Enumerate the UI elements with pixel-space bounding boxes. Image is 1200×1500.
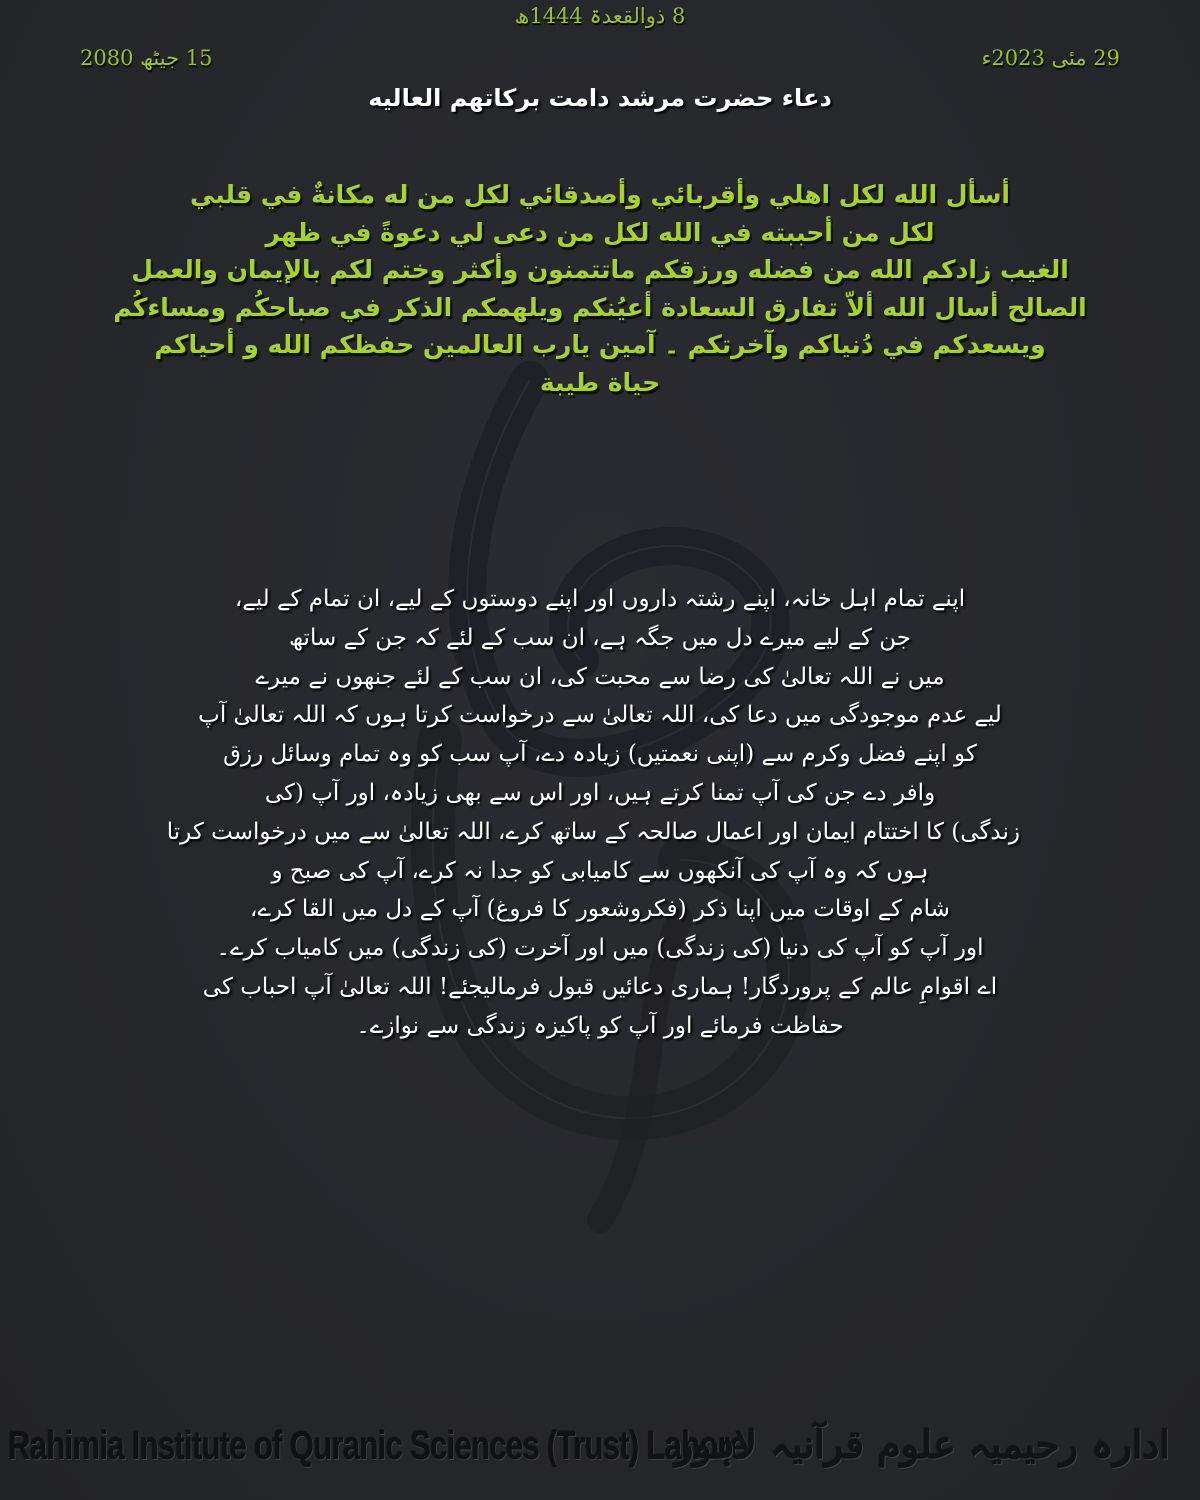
urdu-translation: [166, 580, 1020, 1046]
urdu-line: اے اقوامِ عالم کے پروردگار! ہماری دعائیں قبول فرمالیجئے! اللہ تعالیٰ آپ احباب کی: [202, 973, 998, 1000]
arabic-line: حياة طيبة: [539, 367, 661, 397]
urdu-line: ہوں کہ وہ آپ کی آنکھوں سے کامیابی کو جدا نہ کرے، آپ کی صبح و: [271, 857, 929, 884]
urdu-line: میں نے اللہ تعالیٰ کی رضا سے محبت کی، ان سب کے لئے جنھوں نے میرے: [255, 663, 945, 690]
gregorian-date: 29 مئی 2023ء: [981, 46, 1120, 70]
arabic-line: الصالح أسال الله ألاّ تفارق السعادة أعيُنكم ويلهمكم الذكر في صباحكُم ومساءكُم: [113, 292, 1087, 322]
arabic-line: الغيب زادكم الله من فضله ورزقكم ماتتمنون وأكثر وختم لكم بالإيمان والعمل: [131, 255, 1069, 284]
institute-logo-urdu: ادارہ رحیمیہ علوم قرآنیہ لاہور: [675, 1422, 1170, 1467]
urdu-line: اپنے تمام اہل خانہ، اپنے رشتہ داروں اور اپنے دوستوں کے لیے، ان تمام کے لیے،: [234, 586, 966, 612]
urdu-line: اور آپ کو آپ کی دنیا (کی زندگی) میں اور آخرت (کی زندگی) میں کامیاب کرے۔: [216, 935, 984, 962]
footer: [0, 1420, 1200, 1480]
urdu-line: وافر دے جن کی آپ تمنا کرتے ہیں، اور اس سے بھی زیادہ، اور آپ (کی: [264, 779, 936, 806]
arabic-dua: [80, 176, 1120, 401]
urdu-line: زندگی) کا اختتام ایمان اور اعمال صالحہ کے ساتھ کرے، اللہ تعالیٰ سے میں درخواست کرتا: [166, 818, 1020, 845]
arabic-line: أسأل الله لكل اهلي وأقربائي وأصدقائي لكل من له مكانةٌ في قلبي: [189, 180, 1011, 209]
institute-name-english: Rahimia Institute of Quranic Sciences (Trust) Lahore: [8, 1424, 746, 1468]
urdu-line: لیے عدم موجودگی میں دعا کی، اللہ تعالیٰ سے درخواست کرتا ہوں کہ اللہ تعالیٰ آپ: [198, 702, 1002, 729]
urdu-line: کو اپنے فضل وکرم سے (اپنی نعمتیں) زیادہ دے، آپ سب کو وہ تمام وسائل رزق: [223, 741, 977, 768]
urdu-line: جن کے لیے میرے دل میں جگہ ہے، ان سب کے لئے کہ جن کے ساتھ: [289, 624, 911, 651]
hijri-date: 8 ذوالقعدۃ 1444ھ: [514, 4, 686, 28]
arabic-line: لكل من أحببته في الله لكل من دعى لي دعوةً في ظهر: [265, 217, 935, 247]
urdu-line: حفاظت فرمائے اور آپ کو پاکیزہ زندگی سے نوازے۔: [356, 1012, 844, 1039]
arabic-line: ويسعدكم في دُنياكم وآخرتكم ۔ آمين يارب العالمين حفظكم الله و أحياكم: [154, 330, 1046, 359]
bikrami-date: 15 جیٹھ 2080: [80, 46, 213, 70]
page-title: دعاء حضرت مرشد دامت برکاتهم العالیه: [368, 84, 832, 112]
urdu-line: شام کے اوقات میں اپنا ذکر (فکروشعور کا فروغ) آپ کے دل میں القا کرے،: [250, 896, 950, 923]
